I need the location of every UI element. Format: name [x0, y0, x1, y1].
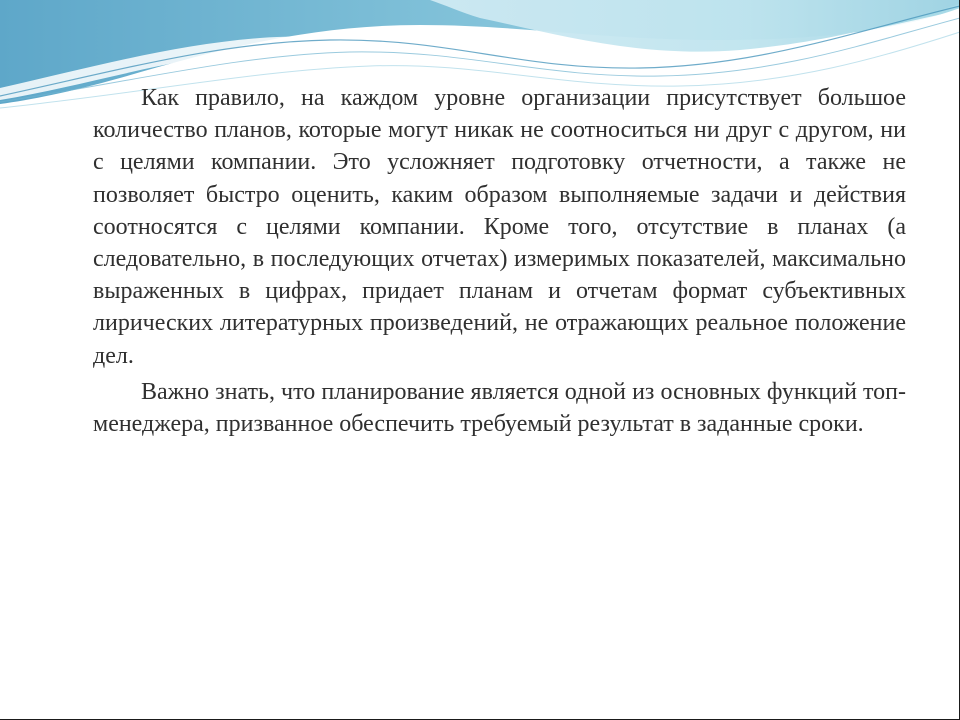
paragraph-2: Важно знать, что планирование является одной из основных функций топ-менеджера, призванное обеспечить требуемый результат в заданные сроки.	[93, 378, 906, 438]
paragraph-1: Как правило, на каждом уровне организации присутствует большое количество планов, которые могут никак не соотноситься ни друг с другом, ни с целями компании. Это усложняет подготовку отчетности, а также не позволяет быстро оценить, каким образом выполняемые задачи и действия соотносятся с целями компании. Кроме того, отсутствие в планах (а следовательно, в последующих отчетах) измеримых показателей, максимально выраженных в цифрах, придает планам и отчетам формат субъективных лирических литературных произведений, не отражающих реальное положение дел.	[93, 85, 906, 369]
body-text	[93, 82, 906, 440]
